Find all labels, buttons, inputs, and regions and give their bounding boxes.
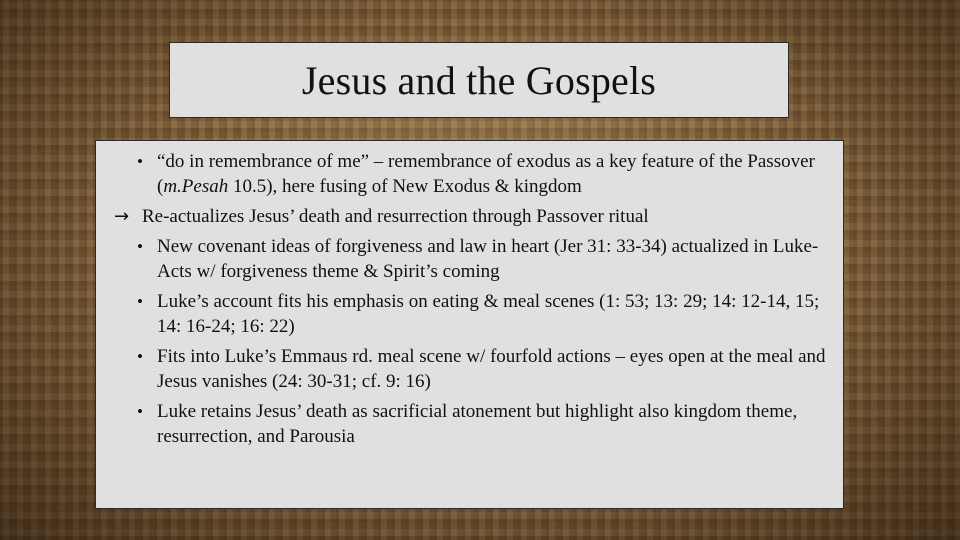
list-item: • “do in remembrance of me” – remembrance of exodus as a key feature of the Passover (m.Pesah 10.5), here fusing of New Exodus & kingdom: [137, 151, 815, 197]
bullet-marker: •: [137, 347, 143, 366]
list-item: → Re-actualizes Jesus’ death and resurrection through Passover ritual: [114, 206, 649, 227]
arrow-icon: →: [114, 206, 130, 227]
list-item: • Luke retains Jesus’ death as sacrificial atonement but highlight also kingdom theme, resurrection, and Parousia: [137, 401, 798, 447]
bullet-list: [114, 149, 833, 449]
title-box: [169, 42, 789, 118]
bullet-marker: •: [137, 237, 143, 256]
bullet-marker: •: [137, 292, 143, 311]
citation-italic: m.Pesah: [163, 176, 229, 197]
list-item: • Luke’s account fits his emphasis on eating & meal scenes (1: 53; 13: 29; 14: 12-14, 15; 14: 16-24; 16: 22): [137, 291, 820, 337]
content-box: [95, 140, 844, 509]
bullet-marker: •: [137, 152, 143, 171]
list-item: • Fits into Luke’s Emmaus rd. meal scene w/ fourfold actions – eyes open at the meal and Jesus vanishes (24: 30-31; cf. 9: 16): [137, 346, 826, 392]
slide-title: Jesus and the Gospels: [301, 57, 657, 103]
bullet-marker: •: [137, 402, 143, 421]
list-item: • New covenant ideas of forgiveness and law in heart (Jer 31: 33-34) actualized in Luke-Acts w/ forgiveness theme & Spirit’s coming: [137, 236, 819, 282]
